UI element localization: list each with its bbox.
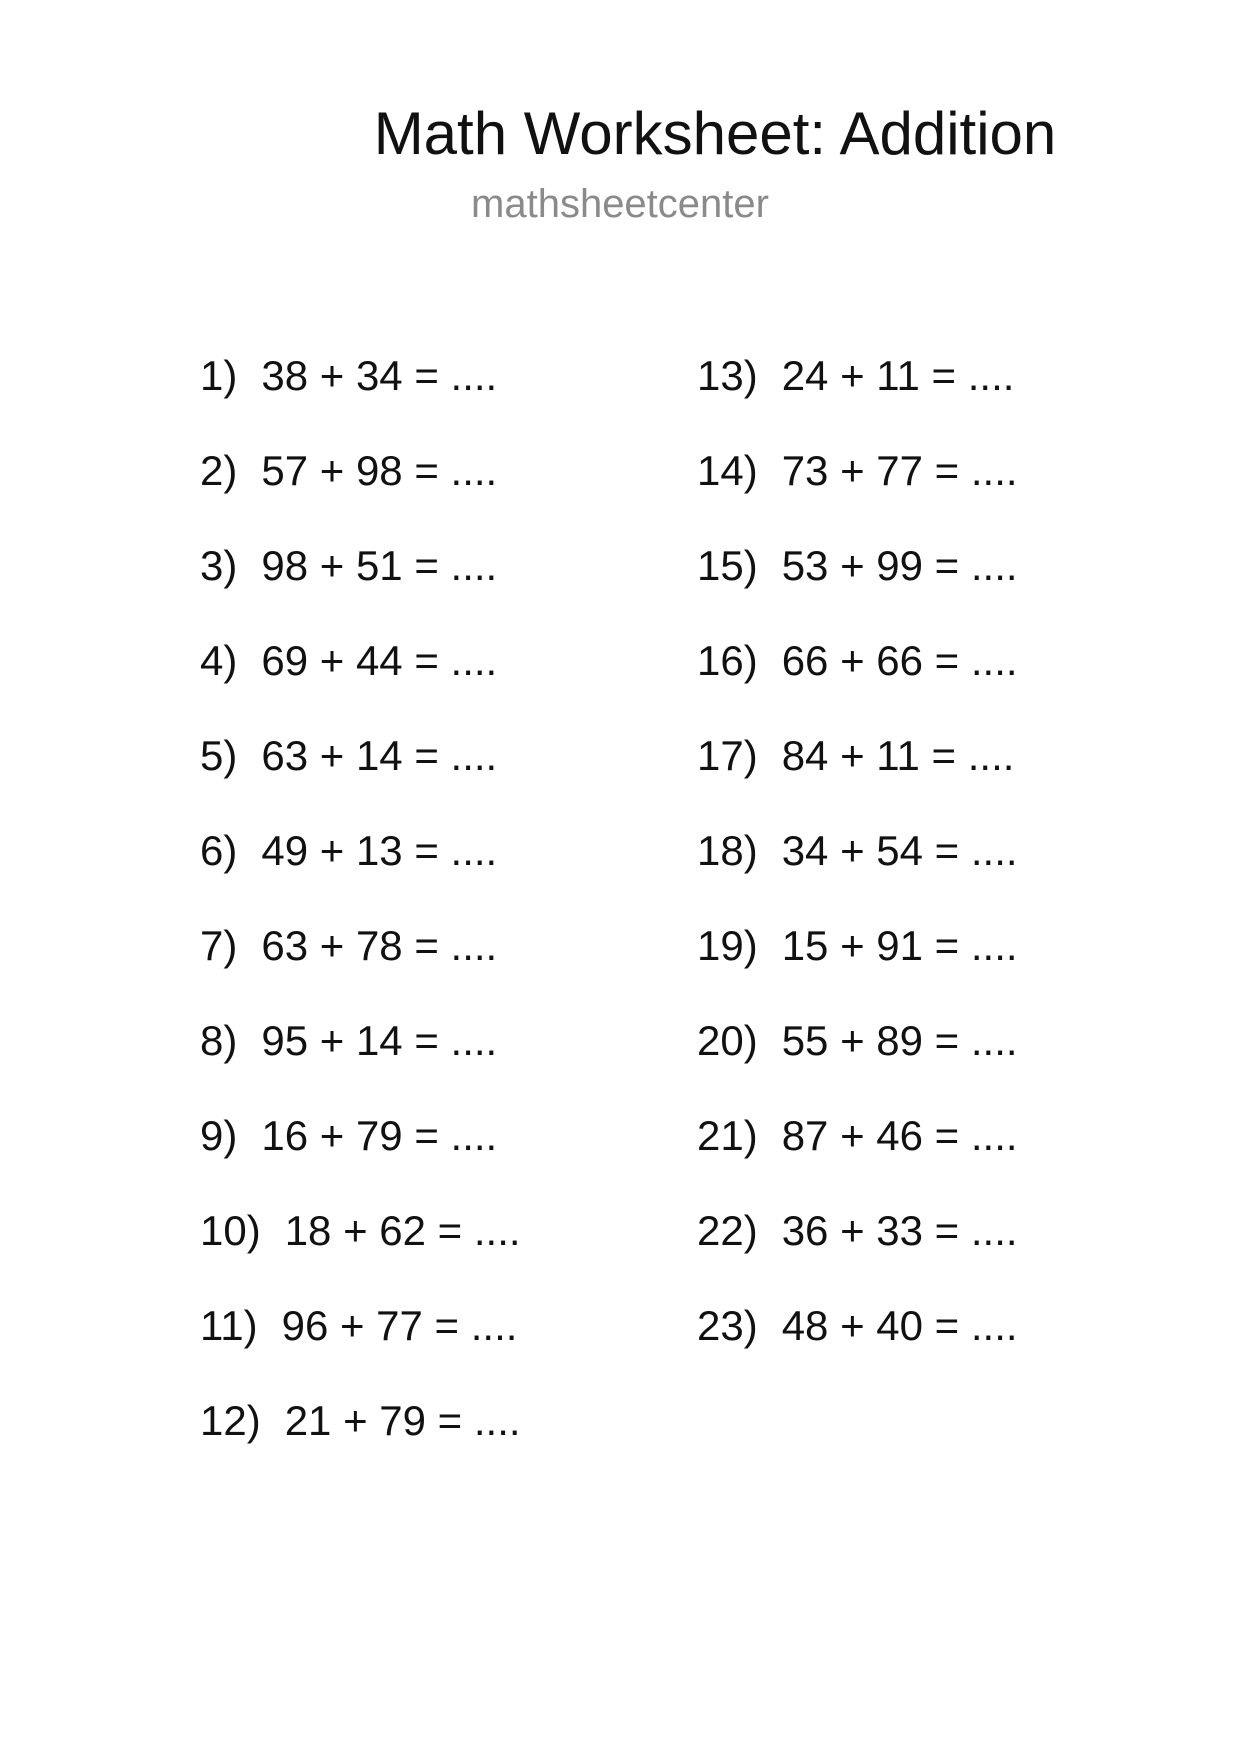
problem-number: 3) [200, 542, 238, 589]
problem-number: 6) [200, 827, 238, 874]
problem-18[interactable] [697, 821, 1117, 916]
problem-expression: 24 + 11 = .... [781, 352, 1015, 399]
problem-number: 9) [200, 1112, 238, 1159]
problem-number: 16) [697, 637, 758, 684]
problem-3[interactable] [200, 536, 620, 631]
problem-number: 12) [200, 1397, 261, 1444]
problem-expression: 53 + 99 = .... [781, 542, 1018, 589]
problem-6[interactable] [200, 821, 620, 916]
problem-expression: 84 + 11 = .... [781, 732, 1015, 779]
problem-number: 14) [697, 447, 758, 494]
problem-4[interactable] [200, 631, 620, 726]
problem-11[interactable] [200, 1296, 620, 1391]
problem-13[interactable] [697, 346, 1117, 441]
problem-number: 7) [200, 922, 238, 969]
problem-14[interactable] [697, 441, 1117, 536]
problem-2[interactable] [200, 441, 620, 536]
problem-number: 15) [697, 542, 758, 589]
problem-expression: 69 + 44 = .... [261, 637, 498, 684]
problem-number: 21) [697, 1112, 758, 1159]
problem-number: 23) [697, 1302, 758, 1349]
problem-number: 11) [200, 1302, 258, 1349]
problem-expression: 55 + 89 = .... [781, 1017, 1018, 1064]
problem-7[interactable] [200, 916, 620, 1011]
problem-1[interactable] [200, 346, 620, 441]
problem-number: 22) [697, 1207, 758, 1254]
problem-number: 5) [200, 732, 238, 779]
problem-grid [200, 346, 1100, 1496]
problem-expression: 21 + 79 = .... [284, 1397, 521, 1444]
problem-8[interactable] [200, 1011, 620, 1106]
problem-expression: 48 + 40 = .... [781, 1302, 1018, 1349]
problem-expression: 66 + 66 = .... [781, 637, 1018, 684]
problem-number: 17) [697, 732, 758, 779]
problem-number: 13) [697, 352, 758, 399]
problem-expression: 96 + 77 = .... [281, 1302, 518, 1349]
problem-expression: 63 + 78 = .... [261, 922, 498, 969]
problem-expression: 49 + 13 = .... [261, 827, 498, 874]
problem-number: 2) [200, 447, 238, 494]
problem-expression: 18 + 62 = .... [284, 1207, 521, 1254]
worksheet-title [0, 98, 1240, 170]
problem-expression: 38 + 34 = .... [261, 352, 498, 399]
problem-expression: 87 + 46 = .... [781, 1112, 1018, 1159]
problem-number: 19) [697, 922, 758, 969]
problem-12[interactable] [200, 1391, 620, 1486]
problem-9[interactable] [200, 1106, 620, 1201]
problem-22[interactable] [697, 1201, 1117, 1296]
problem-number: 1) [200, 352, 238, 399]
problem-expression: 73 + 77 = .... [781, 447, 1018, 494]
worksheet-subtitle: mathsheetcenter [471, 182, 769, 226]
problem-expression: 15 + 91 = .... [781, 922, 1018, 969]
problem-expression: 95 + 14 = .... [261, 1017, 498, 1064]
problem-number: 20) [697, 1017, 758, 1064]
problem-20[interactable] [697, 1011, 1117, 1106]
problem-number: 18) [697, 827, 758, 874]
problem-10[interactable] [200, 1201, 620, 1296]
problem-23[interactable] [697, 1296, 1117, 1391]
problem-expression: 16 + 79 = .... [261, 1112, 498, 1159]
problem-expression: 36 + 33 = .... [781, 1207, 1018, 1254]
problem-number: 8) [200, 1017, 238, 1064]
problem-15[interactable] [697, 536, 1117, 631]
problem-column-left [200, 346, 620, 1486]
problem-expression: 34 + 54 = .... [781, 827, 1018, 874]
problem-expression: 63 + 14 = .... [261, 732, 498, 779]
problem-expression: 98 + 51 = .... [261, 542, 498, 589]
problem-19[interactable] [697, 916, 1117, 1011]
problem-5[interactable] [200, 726, 620, 821]
problem-number: 4) [200, 637, 238, 684]
problem-number: 10) [200, 1207, 261, 1254]
problem-expression: 57 + 98 = .... [261, 447, 498, 494]
problem-column-right [697, 346, 1117, 1391]
problem-16[interactable] [697, 631, 1117, 726]
problem-21[interactable] [697, 1106, 1117, 1201]
problem-17[interactable] [697, 726, 1117, 821]
worksheet-title-text: Math Worksheet: Addition [373, 100, 1057, 167]
